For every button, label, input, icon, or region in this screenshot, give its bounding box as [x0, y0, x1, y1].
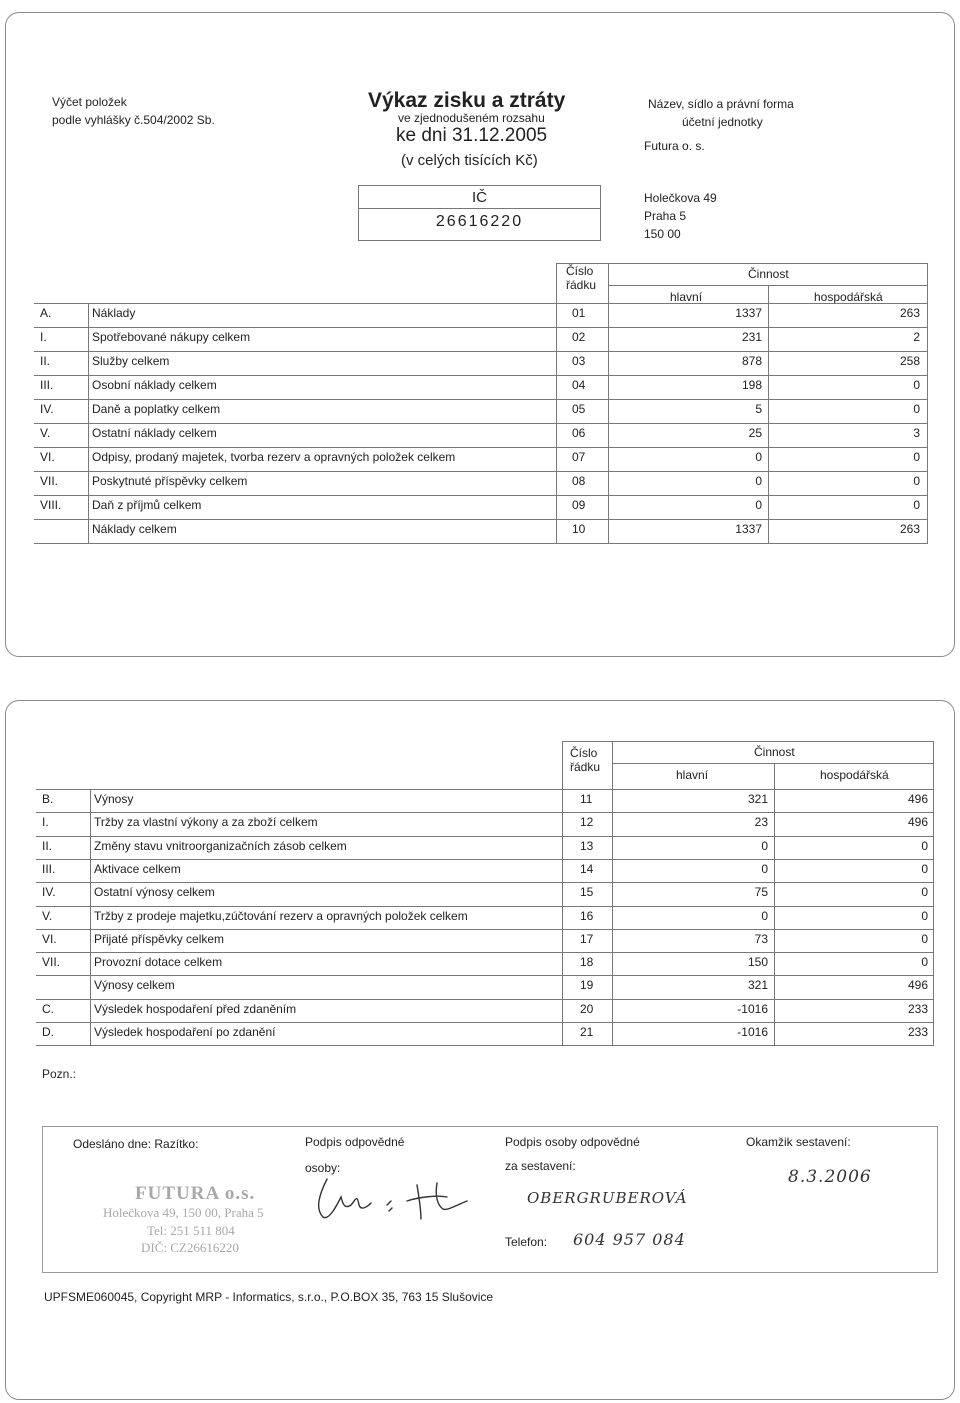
row-divider [34, 423, 928, 424]
row-divider [34, 351, 928, 352]
row-number: 10 [572, 522, 586, 536]
main-activity-value: -1016 [737, 1001, 768, 1016]
row-label: Náklady [92, 306, 136, 320]
main-activity-value: 878 [741, 354, 762, 368]
stamp-address: Holečkova 49, 150 00, Praha 5 [103, 1205, 264, 1220]
table-top-line [34, 303, 928, 304]
row-divider [34, 327, 928, 328]
phone-label: Telefon: [505, 1235, 548, 1249]
row-divider [36, 952, 934, 953]
row-code: VI. [40, 450, 55, 464]
row-label: Daň z příjmů celkem [92, 498, 202, 512]
row-code: B. [42, 792, 54, 806]
row-label: Aktivace celkem [94, 861, 181, 876]
moment-value: 8.3.2006 [788, 1167, 872, 1187]
economic-activity-value: 0 [913, 474, 920, 488]
row-number: 09 [572, 498, 586, 512]
row-divider [36, 812, 934, 813]
row-number: 08 [572, 474, 586, 488]
activity-header: Činnost [748, 267, 789, 281]
row-label: Výsledek hospodaření před zdaněním [94, 1001, 297, 1016]
note-label: Pozn.: [42, 1067, 77, 1081]
row-no-header-2: řádku [566, 278, 597, 292]
row-number: 16 [580, 908, 594, 923]
row-divider [36, 1045, 934, 1046]
row-number: 19 [580, 978, 594, 993]
row-no-header-2: řádku [570, 760, 601, 774]
signature-scribble [297, 1175, 477, 1223]
row-code: IV. [40, 402, 54, 416]
row-label: Ostatní výnosy celkem [94, 885, 215, 900]
economic-header: hospodářská [814, 290, 883, 304]
row-number: 06 [572, 426, 586, 440]
ic-box [358, 185, 601, 241]
main-activity-value: 150 [747, 955, 768, 970]
economic-activity-value: 263 [899, 306, 920, 320]
main-activity-value: 1337 [735, 522, 762, 536]
entity-label-2: účetní jednotky [682, 115, 763, 129]
row-label: Osobní náklady celkem [92, 378, 217, 392]
main-activity-value: 0 [761, 908, 768, 923]
main-activity-value: 198 [741, 378, 762, 392]
ic-label: IČ [472, 189, 487, 206]
row-divider [34, 471, 928, 472]
row-label: Výnosy celkem [94, 978, 175, 993]
row-code: I. [42, 815, 49, 830]
economic-activity-value: 0 [921, 885, 928, 900]
economic-activity-value: 263 [899, 522, 920, 536]
row-number: 04 [572, 378, 586, 392]
row-number: 01 [572, 306, 586, 320]
row-label: Náklady celkem [92, 522, 177, 536]
economic-activity-value: 0 [921, 861, 928, 876]
stamp-name: FUTURA o.s. [135, 1183, 256, 1204]
row-number: 18 [580, 955, 594, 970]
main-activity-value: -1016 [737, 1025, 768, 1039]
resp-label-1: Podpis odpovědné [305, 1135, 405, 1149]
row-code: A. [40, 306, 52, 320]
report-units: (v celých tisících Kč) [401, 152, 538, 169]
main-header: hlavní [670, 290, 703, 304]
row-divider [34, 399, 928, 400]
moment-label: Okamžik sestavení: [746, 1135, 851, 1149]
prepared-by: OBERGRUBEROVÁ [527, 1189, 688, 1207]
sent-label: Odesláno dne: Razítko: [73, 1137, 199, 1151]
row-label: Výsledek hospodaření po zdanění [94, 1025, 276, 1039]
economic-activity-value: 0 [913, 498, 920, 512]
row-no-header-1: Číslo [570, 746, 598, 760]
main-activity-value: 321 [747, 792, 768, 806]
report-title: Výkaz zisku a ztráty [368, 89, 566, 112]
main-activity-value: 231 [741, 330, 762, 344]
activity-header: Činnost [754, 745, 795, 759]
report-subtitle: ve zjednodušeném rozsahu [398, 111, 545, 125]
stamp-tel: Tel: 251 511 804 [147, 1223, 235, 1238]
prep-label-2: za sestavení: [505, 1159, 576, 1173]
economic-activity-value: 0 [921, 931, 928, 946]
row-number: 12 [580, 815, 594, 830]
row-no-header-1: Číslo [566, 264, 594, 278]
row-number: 14 [580, 861, 594, 876]
economic-activity-value: 258 [899, 354, 920, 368]
row-code: V. [42, 908, 53, 923]
list-label-2: podle vyhlášky č.504/2002 Sb. [52, 113, 215, 127]
row-number: 20 [580, 1001, 594, 1016]
row-divider [34, 543, 928, 544]
row-label: Výnosy [94, 792, 134, 806]
main-activity-value: 25 [748, 426, 762, 440]
row-label: Služby celkem [92, 354, 170, 368]
economic-activity-value: 233 [907, 1001, 928, 1016]
row-number: 21 [580, 1025, 594, 1039]
main-activity-value: 5 [755, 402, 762, 416]
row-divider [34, 495, 928, 496]
row-code: III. [40, 378, 54, 392]
row-divider [34, 519, 928, 520]
main-header: hlavní [676, 768, 709, 782]
row-divider [36, 906, 934, 907]
economic-activity-value: 3 [913, 426, 920, 440]
copyright: UPFSME060045, Copyright MRP - Informatics, s.r.o., P.O.BOX 35, 763 15 Slušovice [44, 1290, 494, 1304]
row-code: I. [40, 330, 47, 344]
row-label: Provozní dotace celkem [94, 955, 223, 970]
row-divider [36, 999, 934, 1000]
row-code: V. [40, 426, 51, 440]
row-label: Tržby z prodeje majetku,zúčtování rezerv a opravných položek celkem [94, 908, 468, 923]
list-label-1: Výčet položek [52, 95, 127, 109]
row-code: VIII. [40, 498, 62, 512]
ic-value: 26616220 [435, 213, 524, 230]
row-divider [36, 975, 934, 976]
report-date: ke dni 31.12.2005 [396, 125, 548, 146]
row-code: D. [42, 1025, 54, 1039]
economic-activity-value: 0 [921, 908, 928, 923]
row-divider [36, 836, 934, 837]
row-code: VII. [42, 955, 61, 970]
entity-name: Futura o. s. [644, 139, 705, 153]
main-activity-value: 23 [754, 815, 768, 830]
economic-activity-value: 0 [913, 402, 920, 416]
prep-label-1: Podpis osoby odpovědné [505, 1135, 640, 1149]
row-number: 07 [572, 450, 586, 464]
economic-activity-value: 0 [921, 838, 928, 853]
row-label: Ostatní náklady celkem [92, 426, 217, 440]
row-label: Spotřebované nákupy celkem [92, 330, 251, 344]
economic-activity-value: 2 [913, 330, 920, 344]
row-number: 02 [572, 330, 586, 344]
main-activity-value: 0 [761, 838, 768, 853]
costs-page [5, 12, 955, 657]
economic-activity-value: 0 [913, 378, 920, 392]
row-number: 03 [572, 354, 586, 368]
address-street: Holečkova 49 [644, 191, 717, 205]
main-activity-value: 0 [755, 498, 762, 512]
revenues-page [5, 700, 955, 1400]
row-label: Tržby za vlastní výkony a za zboží celkem [94, 815, 318, 830]
row-number: 11 [580, 792, 593, 806]
address-zip: 150 00 [644, 227, 681, 241]
row-label: Změny stavu vnitroorganizačních zásob celkem [94, 838, 347, 853]
main-activity-value: 0 [761, 861, 768, 876]
row-code: C. [42, 1001, 54, 1016]
row-number: 05 [572, 402, 586, 416]
row-divider [36, 859, 934, 860]
address-city: Praha 5 [644, 209, 687, 223]
table-top-line [36, 789, 934, 790]
stamp-dic: DIČ: CZ26616220 [141, 1240, 239, 1255]
main-activity-value: 1337 [735, 306, 762, 320]
row-number: 15 [580, 885, 594, 900]
row-number: 17 [580, 931, 594, 946]
entity-label-1: Název, sídlo a právní forma [648, 97, 794, 111]
row-divider [36, 882, 934, 883]
signature-box [42, 1126, 938, 1273]
row-code: IV. [42, 885, 56, 900]
row-code: II. [42, 838, 53, 853]
main-activity-value: 75 [754, 885, 768, 900]
economic-header: hospodářská [820, 768, 889, 782]
row-code: VI. [42, 931, 57, 946]
row-divider [36, 929, 934, 930]
row-code: VII. [40, 474, 59, 488]
main-activity-value: 0 [755, 474, 762, 488]
row-divider [34, 447, 928, 448]
main-activity-value: 321 [747, 978, 768, 993]
economic-activity-value: 233 [907, 1025, 928, 1039]
main-activity-value: 0 [755, 450, 762, 464]
economic-activity-value: 0 [913, 450, 920, 464]
row-divider [36, 1022, 934, 1023]
phone-value: 604 957 084 [573, 1230, 686, 1249]
row-divider [34, 375, 928, 376]
row-number: 13 [580, 838, 594, 853]
resp-label-2: osoby: [305, 1161, 341, 1175]
row-code: II. [40, 354, 51, 368]
main-activity-value: 73 [754, 931, 768, 946]
economic-activity-value: 0 [921, 955, 928, 970]
economic-activity-value: 496 [907, 792, 928, 806]
economic-activity-value: 496 [907, 978, 928, 993]
row-label: Přijaté příspěvky celkem [94, 931, 225, 946]
economic-activity-value: 496 [907, 815, 928, 830]
row-label: Odpisy, prodaný majetek, tvorba rezerv a opravných položek celkem [92, 450, 456, 464]
row-label: Poskytnuté příspěvky celkem [92, 474, 248, 488]
row-label: Daně a poplatky celkem [92, 402, 221, 416]
row-code: III. [42, 861, 56, 876]
